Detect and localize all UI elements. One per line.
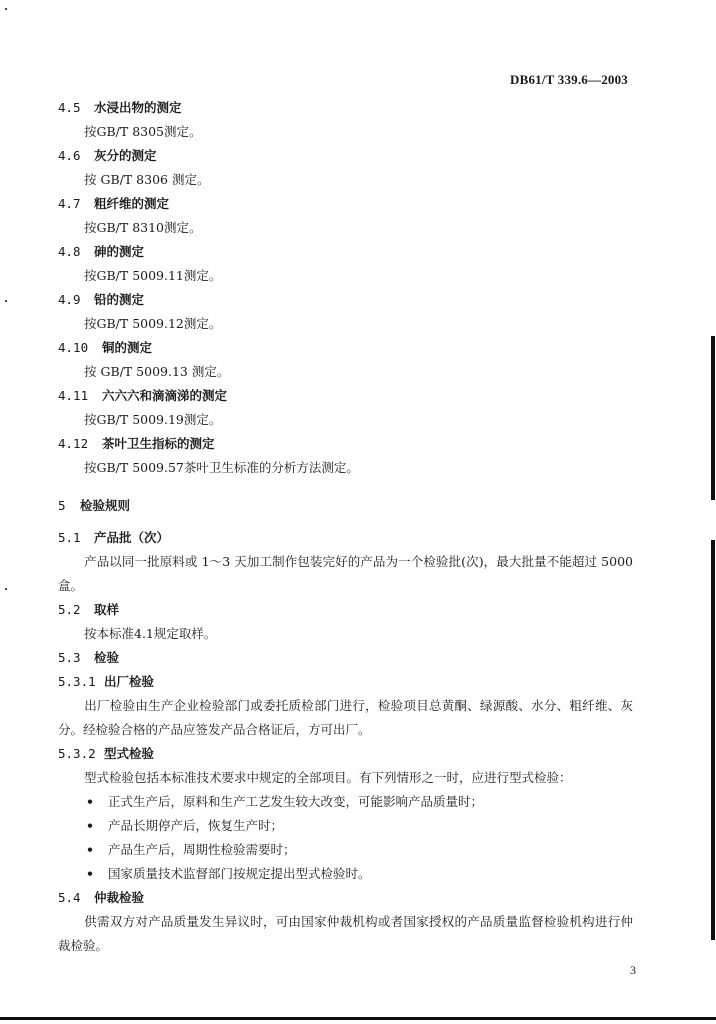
section-paragraph [58, 694, 633, 742]
section-title: 铜的测定 [102, 340, 153, 355]
paragraph-text: 出厂检验由生产企业检验部门或委托质检部门进行，检验项目总黄酮、绿源酸、水分、粗纤维、灰分。经检验合格的产品应签发产品合格证后，方可出厂。 [58, 698, 633, 737]
section-text: 按GB/T 5009.12测定。 [84, 316, 222, 331]
section-paragraph [58, 550, 633, 598]
section-text: 按 GB/T 5009.13 测定。 [84, 364, 230, 379]
section-text: 按GB/T 8310测定。 [84, 220, 202, 235]
subsection-number: 5.3.2 [58, 746, 96, 761]
scan-speck [5, 8, 7, 10]
section-number: 5.1 [58, 530, 81, 545]
bullet-icon: • [86, 842, 94, 857]
section-paragraph [58, 910, 633, 958]
section-text: 按GB/T 5009.19测定。 [84, 412, 222, 427]
section-title: 茶叶卫生指标的测定 [102, 436, 215, 451]
section-text: 按本标准4.1规定取样。 [84, 626, 217, 641]
section-number: 4.5 [58, 100, 81, 115]
section-heading [58, 288, 633, 312]
section-heading [58, 526, 633, 550]
chapter-number: 5 [58, 498, 66, 513]
section-heading [58, 240, 633, 264]
section-text: 按GB/T 8305测定。 [84, 124, 202, 139]
section-number: 4.11 [58, 388, 89, 403]
subsection-heading [58, 742, 633, 766]
chapter-title: 检验规则 [80, 498, 131, 513]
section-title: 六六六和滴滴涕的测定 [102, 388, 228, 403]
section-title: 仲裁检验 [94, 890, 145, 905]
subsection-number: 5.3.1 [58, 674, 96, 689]
section-number: 5.4 [58, 890, 81, 905]
section-heading [58, 384, 633, 408]
section-number: 4.12 [58, 436, 89, 451]
scan-edge-mark [711, 540, 715, 940]
section-heading [58, 96, 633, 120]
section-number: 4.9 [58, 292, 81, 307]
section-title: 水浸出物的测定 [94, 100, 182, 115]
subsection-title: 型式检验 [104, 746, 155, 761]
section-title: 铅的测定 [94, 292, 145, 307]
section-title: 灰分的测定 [94, 148, 157, 163]
section-heading [58, 192, 633, 216]
scan-bottom-border [0, 1017, 716, 1020]
subsection-title: 出厂检验 [104, 674, 155, 689]
section-number: 4.10 [58, 340, 89, 355]
section-title: 粗纤维的测定 [94, 196, 170, 211]
chapter-heading [58, 494, 633, 518]
section-title: 砷的测定 [94, 244, 145, 259]
section-heading [58, 432, 633, 456]
list-item-text: 正式生产后，原料和生产工艺发生较大改变，可能影响产品质量时； [108, 794, 484, 809]
spacer [58, 518, 633, 526]
bullet-icon: • [86, 794, 94, 809]
section-text: 按GB/T 5009.11测定。 [84, 268, 222, 283]
section-heading [58, 144, 633, 168]
section-text: 型式检验包括本标准技术要求中规定的全部项目。有下列情形之一时，应进行型式检验： [84, 770, 572, 785]
document-body [58, 96, 633, 958]
section-number: 5.3 [58, 650, 81, 665]
list-item [58, 790, 633, 814]
scan-edge-mark [711, 336, 715, 500]
list-item-text: 产品生产后，周期性检验需要时； [108, 842, 296, 857]
scan-speck [5, 588, 7, 590]
section-title: 取样 [94, 602, 120, 617]
section-title: 检验 [94, 650, 120, 665]
list-item-text: 产品长期停产后，恢复生产时； [108, 818, 284, 833]
section-heading [58, 646, 633, 670]
list-item [58, 838, 633, 862]
list-item-text: 国家质量技术监督部门按规定提出型式检验时。 [108, 866, 371, 881]
section-number: 4.6 [58, 148, 81, 163]
list-item [58, 862, 633, 886]
page-number: 3 [630, 963, 636, 977]
section-text: 按GB/T 5009.57茶叶卫生标准的分析方法测定。 [84, 460, 359, 475]
section-heading [58, 886, 633, 910]
bullet-icon: • [86, 818, 94, 833]
standard-code: DB61/T 339.6—2003 [509, 72, 628, 87]
section-title: 产品批（次） [94, 530, 170, 545]
section-number: 4.8 [58, 244, 81, 259]
section-heading [58, 336, 633, 360]
spacer [58, 480, 633, 494]
paragraph-text: 产品以同一批原料或 1～3 天加工制作包装完好的产品为一个检验批(次)，最大批量不能超过 5000 盒。 [58, 554, 633, 593]
bullet-icon: • [86, 866, 94, 881]
list-item [58, 814, 633, 838]
section-number: 4.7 [58, 196, 81, 211]
subsection-heading [58, 670, 633, 694]
section-number: 5.2 [58, 602, 81, 617]
paragraph-text: 供需双方对产品质量发生异议时，可由国家仲裁机构或者国家授权的产品质量监督检验机构进行仲裁检验。 [58, 914, 633, 953]
section-text: 按 GB/T 8306 测定。 [84, 172, 210, 187]
scan-speck [5, 300, 7, 302]
section-heading [58, 598, 633, 622]
